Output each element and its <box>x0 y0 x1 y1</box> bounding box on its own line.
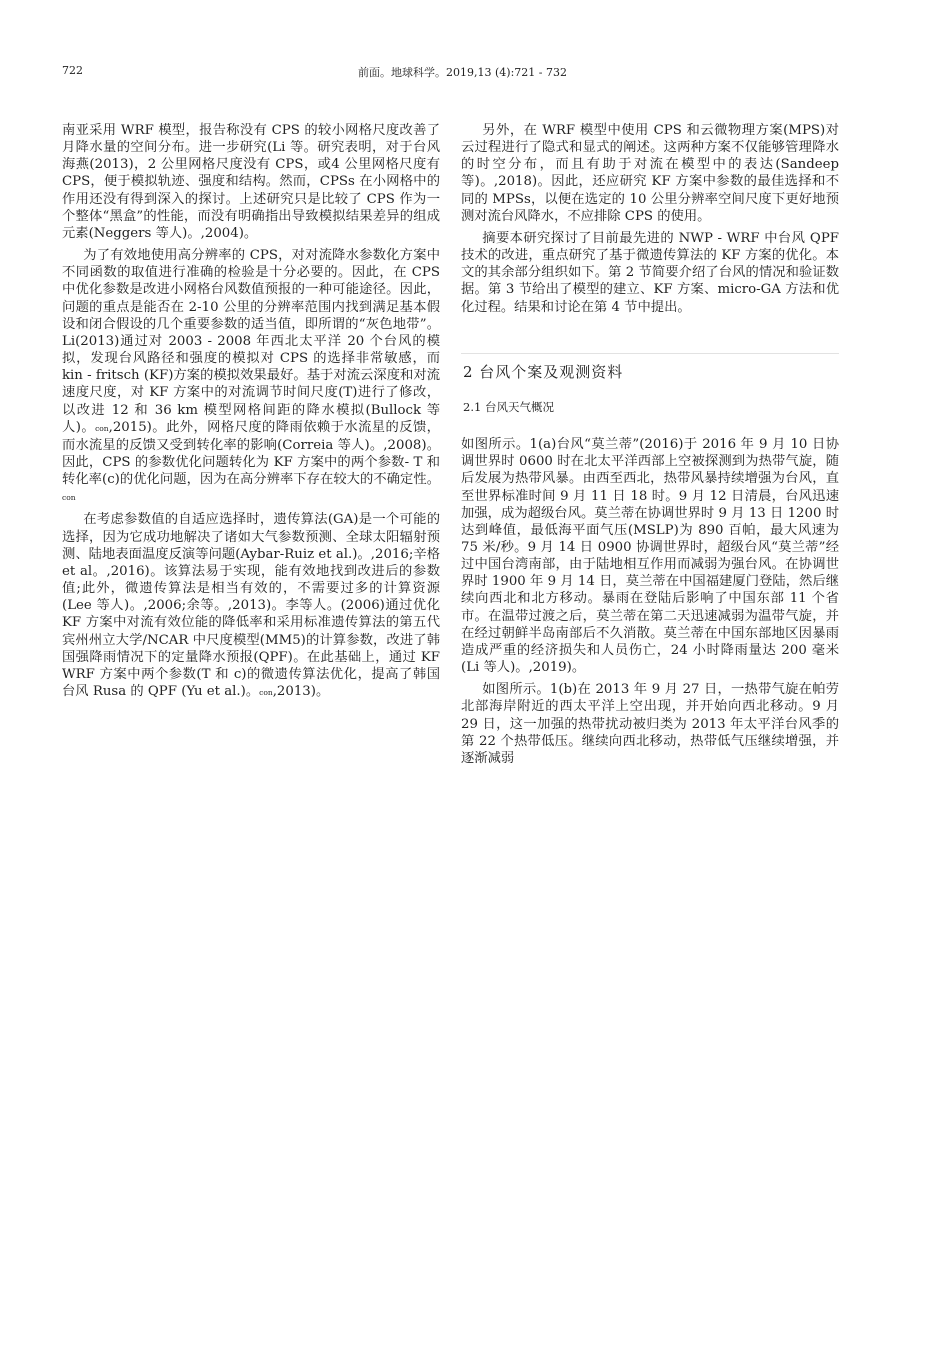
section-divider <box>461 353 839 354</box>
section-title: 2 台风个案及观测资料 <box>463 362 624 381</box>
subscript: con <box>95 423 109 433</box>
paragraph <box>62 247 440 506</box>
paragraph: 摘要本研究探讨了目前最先进的 NWP - WRF 中台风 QPF 技术的改进，重点研究了基于微遗传算法的 KF 方案的优化。本文的其余部分组织如下。第 2 节简要介绍了台风的情况和验证数据。第 3 节给出了模型的建立、KF 方案、micro-GA 方法和优化过程。结果和讨论在第 4 节中提出。 <box>461 230 839 315</box>
right-column <box>461 122 839 772</box>
text-run: ,2015)。此外，网格尺度的降雨依赖于水流星的反馈，而水流星的反馈又受到转化率的影响(Correia 等人)。,2008)。因此，CPS 的参数优化问题转化为 KF 方案中的两个参数- T 和转化率(c)的优化问题，因为在高分辨率下存在较大的不确定性。 <box>62 419 440 488</box>
subscript: con <box>259 688 273 697</box>
subscript: con <box>62 493 76 503</box>
paragraph: 南亚采用 WRF 模型，报告称没有 CPS 的较小网格尺度改善了月降水量的空间分布。进一步研究(Li 等。研究表明，对于台风海燕(2013)，2 公里网格尺度没有 CPS，或4 公里网格尺度有 CPS，便于模拟轨迹、强度和结构。然而，CPSs 在小网格中的作用还没有得到深入的探讨。上述研究只是比较了 CPS 作为一个整体“黑盒”的性能，而没有明确指出导致模拟结果差异的组成元素(Neggers 等人)。,2004)。 <box>62 123 440 241</box>
paragraph: 另外，在 WRF 模型中使用 CPS 和云微物理方案(MPS)对云过程进行了隐式和显式的阐述。这两种方案不仅能够管理降水的时空分布，而且有助于对流在模型中的表达(Sandeep 等)。,2018)。因此，还应研究 KF 方案中参数的最佳选择和不同的 MPSs，以便在选定的 10 公里分辨率空间尺度下更好地预测对流台风降水，不应排除 CPS 的使用。 <box>461 123 839 224</box>
paragraph <box>62 511 440 701</box>
paragraph: 如图所示。1(a)台风“莫兰蒂”(2016)于 2016 年 9 月 10 日协调世界时 0600 时在北太平洋西部上空被探测到为热带气旋，随后发展为热带风暴。由西至西北，热带风暴持续增强为台风，直至世界标准时间 9 月 11 日 18 时。9 月 12 日清晨，台风迅速加强，成为超级台风。莫兰蒂在协调世界时 9 月 13 日 1200 时达到峰值，最低海平面气压(MSLP)为 890 百帕，最大风速为 75 米/秒。9 月 14 日 0900 协调世界时，超级台风“莫兰蒂”经过中国台湾南部，由于陆地相互作用而减弱为强台风。在协调世界时 1900 年 9 月 14 日，莫兰蒂在中国福建厦门登陆，然后继续向西北和北方移动。暴雨在登陆后影响了中国东部 11 个省市。在温带过渡之后，莫兰蒂在第二天迅速减弱为温带气旋，并在经过朝鲜半岛南部后不久消散。莫兰蒂在中国东部地区因暴雨造成严重的经济损失和人员伤亡，24 小时降雨量达 200 毫米(Li 等人)。,2019)。 <box>461 437 839 676</box>
running-header: 前面。地球科学。2019,13 (4):721 - 732 <box>358 66 567 79</box>
subsection-title: 2.1 台风天气概况 <box>463 399 554 414</box>
text-run: 在考虑参数值的自适应选择时，遗传算法(GA)是一个可能的选择，因为它成功地解决了诸如大气参数预测、全球太阳辐射预测、陆地表面温度反演等问题(Aybar-Ruiz et al.)。,2016;辛格 et al。,2016)。该算法易于实现，能有效地找到改进后的参数值;此外，微遗传算法是相当有效的，不需要过多的计算资源(Lee 等人)。,2006;余等。,2013)。李等人。(2006)通过优化 KF 方案中对流有效位能的降低率和采用标准遗传算法的第五代宾州州立大学/NCAR 中尺度模型(MM5)的计算参数，改进了韩国强降雨情况下的定量降水预报(QPF)。在此基础上，通过 KF WRF 方案中两个参数(T 和 c)的微遗传算法优化，提高了韩国台风 Rusa 的 QPF (Yu et al.)。 <box>62 512 440 699</box>
paragraph: 如图所示。1(b)在 2013 年 9 月 27 日，一热带气旋在帕劳北部海岸附近的西太平洋上空出现，并开始向西北移动。9 月 29 日，这一加强的热带扰动被归类为 2013 年太平洋台风季的第 22 个热带低压。继续向西北移动，热带低气压继续增强，并逐渐减弱 <box>461 682 839 766</box>
text-run: ,2013)。 <box>272 684 330 699</box>
text-run: 为了有效地使用高分辨率的 CPS，对对流降水参数化方案中不同函数的取值进行准确的检验是十分必要的。因此，在 CPS 中优化参数是改进小网格台风数值预报的一种可能途径。因此，问题的重点是能否在 2-10 公里的分辨率范围内找到满足基本假设和闭合假设的几个重要参数的适当值，即所谓的“灰色地带”。Li(2013)通过对 2003 - 2008 年西北太平洋 20 个台风的模拟，发现台风路径和强度的模拟对 CPS 的选择非常敏感，而 kin - fritsch (KF)方案的模拟效果最好。基于对流云深度和对流速度尺度，对 KF 方案中的对流调节时间尺度(T)进行了修改，以改进 12 和 36 km 模型网格间距的降水模拟(Bullock 等人)。 <box>62 248 440 435</box>
page-number: 722 <box>62 64 83 77</box>
left-column <box>62 122 440 706</box>
